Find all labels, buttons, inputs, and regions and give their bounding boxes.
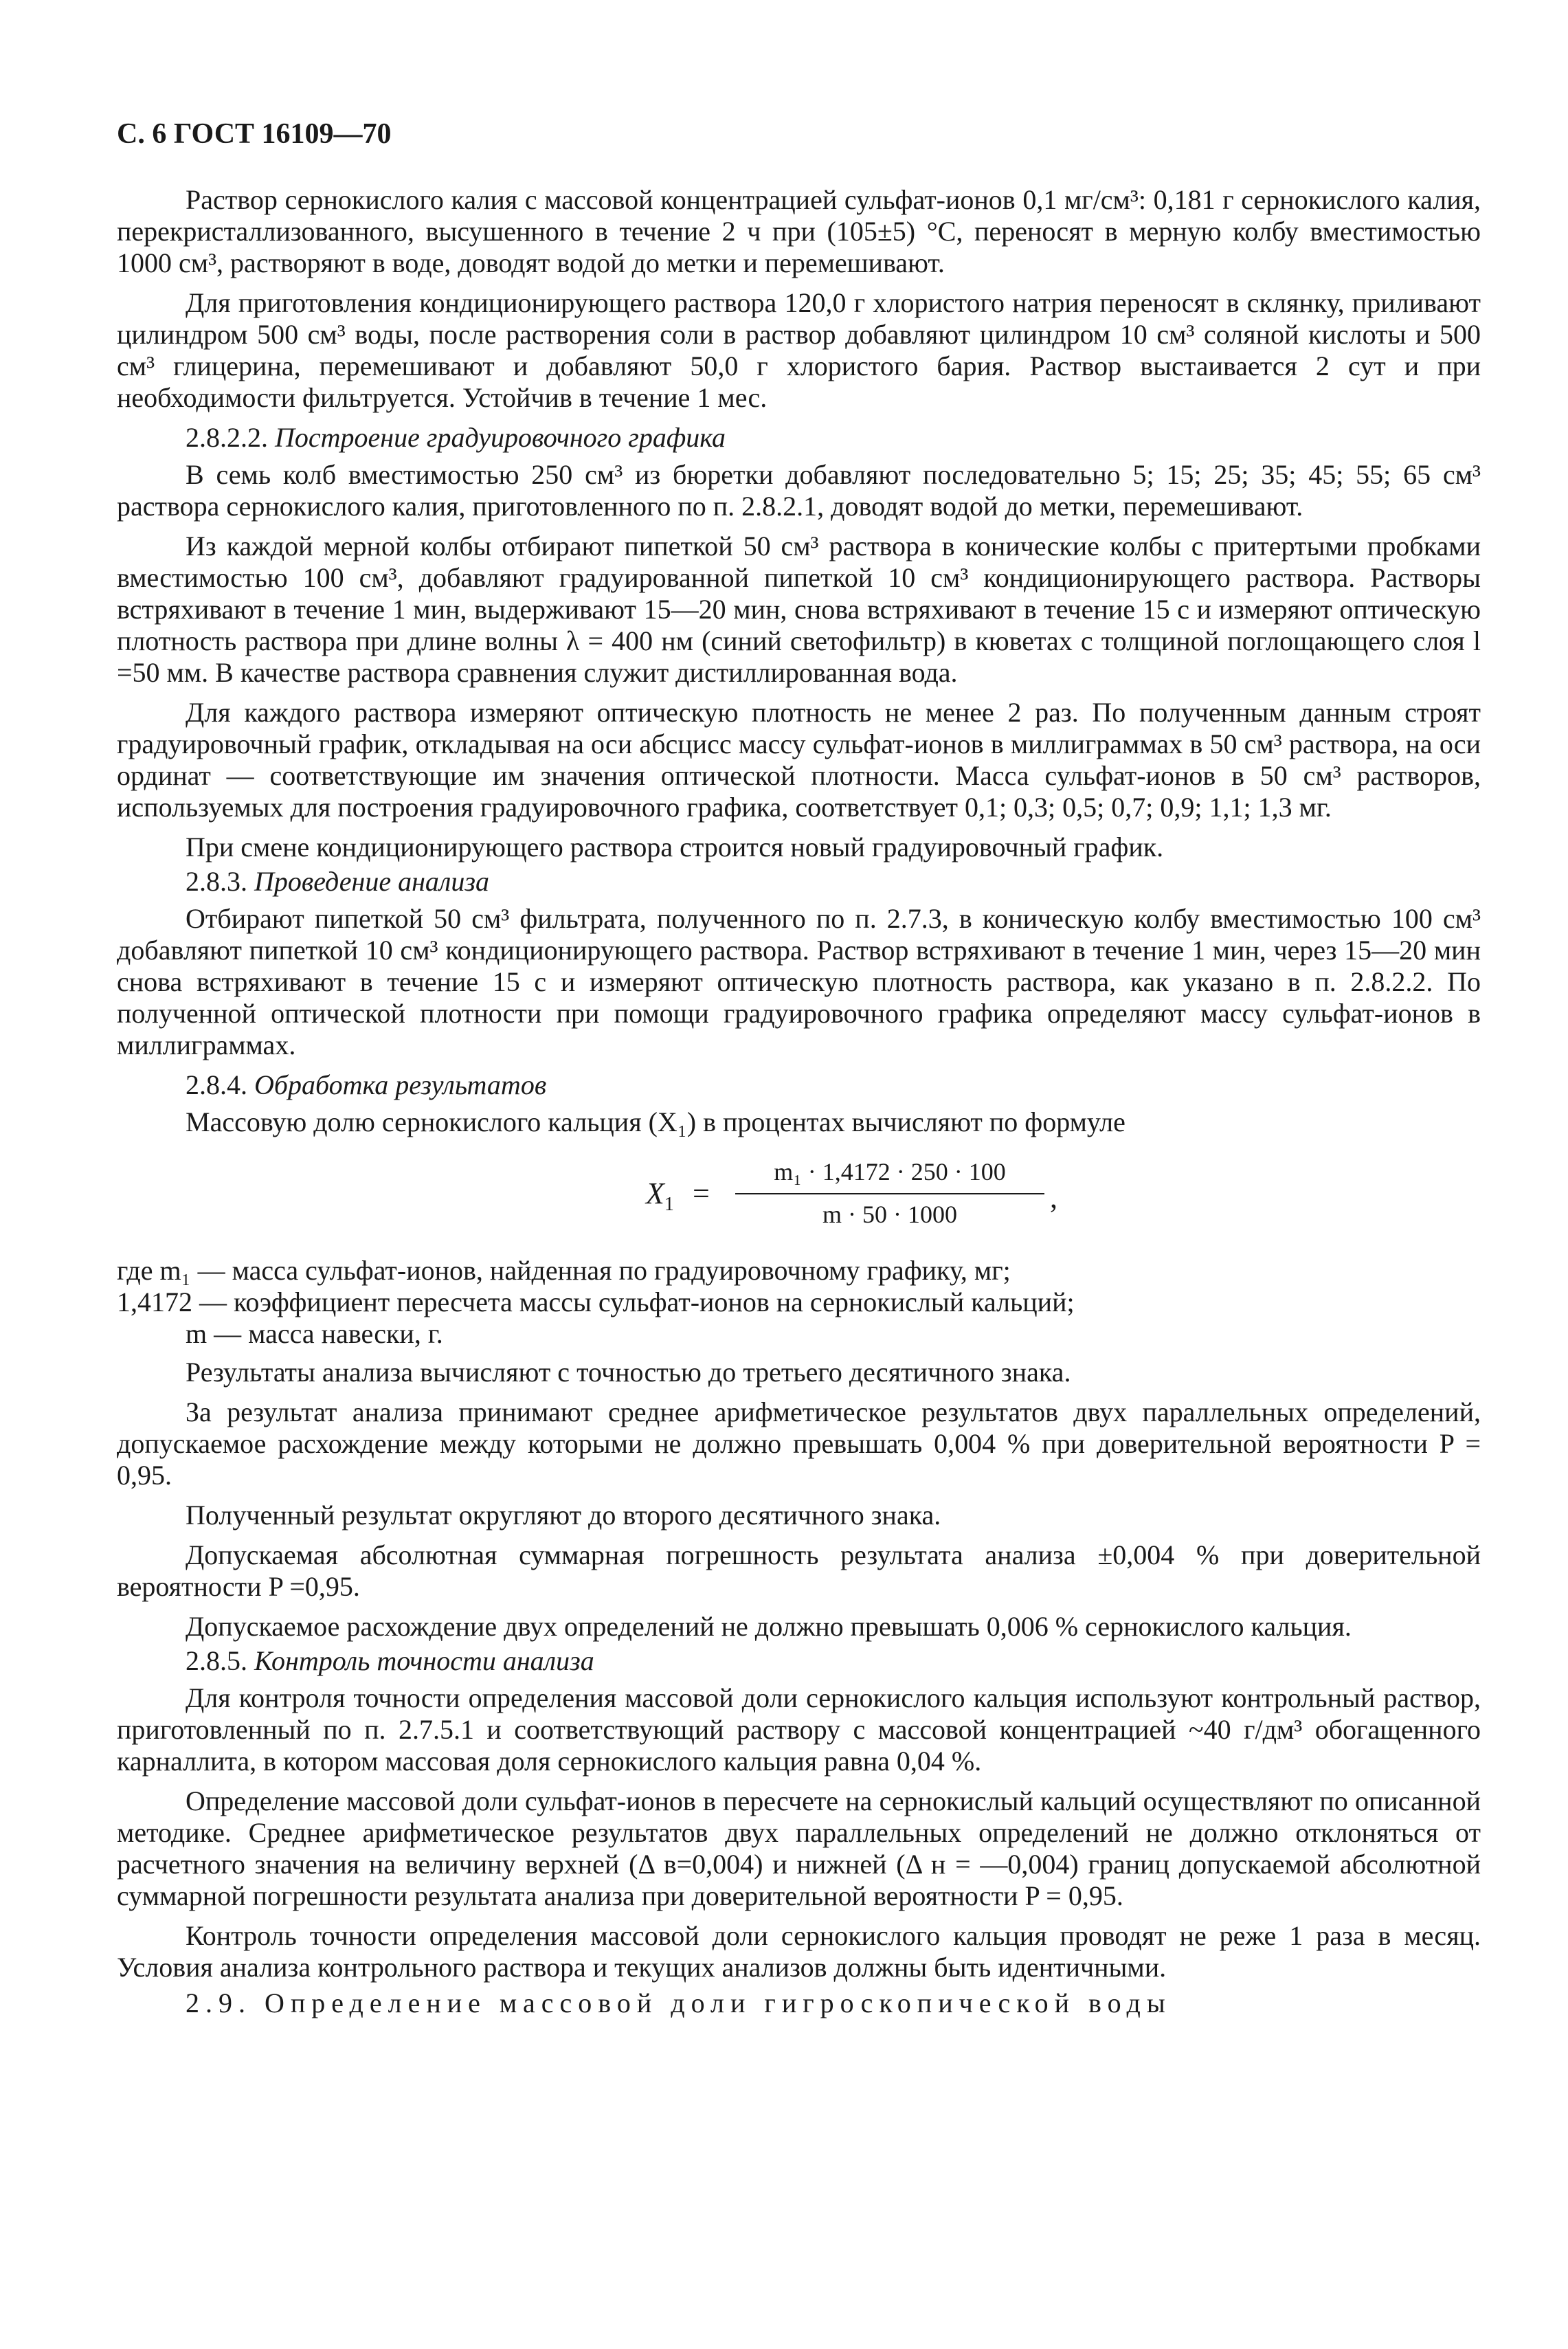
section-title: Проведение анализа	[254, 866, 489, 897]
section-title: Построение градуировочного графика	[275, 422, 726, 453]
paragraph: Допускаемое расхождение двух определений не должно превышать 0,006 % сернокислого кальция.	[186, 1611, 1352, 1642]
formula-numerator: m₁ · 1,4172 · 250 · 100	[774, 1158, 1006, 1185]
definition-item: m — масса навески, г.	[186, 1318, 443, 1349]
formula-denominator: m · 50 · 1000	[822, 1201, 957, 1228]
paragraph: За результат анализа принимают среднее арифметическое результатов двух параллельных определений, допускаемое расхождение между которыми не должно превышать 0,004 % при доверительной вероятности P = 0,95.	[117, 1396, 1481, 1491]
paragraph: Для контроля точности определения массовой доли сернокислого кальция используют контрольный раствор, приготовленный по п. 2.7.5.1 и соответствующий раствору с массовой концентрацией ~40 г/дм³ обогащенного карналлита, в котором массовая доля сернокислого кальция равна 0,04 %.	[117, 1682, 1481, 1777]
formula-definitions	[117, 1255, 1481, 1350]
section-number: 2.8.3.	[186, 866, 247, 897]
section-number: 2.8.5.	[186, 1645, 247, 1676]
formula-equals: =	[693, 1177, 710, 1210]
section-title: Обработка результатов	[254, 1069, 547, 1100]
section-heading	[117, 866, 1481, 898]
formula	[117, 1155, 1481, 1237]
section-heading	[117, 1069, 1481, 1101]
definition-item: 1,4172 — коэффициент пересчета массы сульфат-ионов на сернокислый кальций;	[117, 1287, 1075, 1317]
formula-lhs: $X_1$	[646, 1177, 674, 1215]
paragraph: Из каждой мерной колбы отбирают пипеткой 50 см³ раствора в конические колбы с притертыми пробками вместимостью 100 см³, добавляют градуированной пипеткой 10 см³ кондиционирующего раствора. Растворы встряхивают в течение 1 мин, выдерживают 15—20 мин, снова встряхивают в течение 15 с и измеряют оптическую плотность раствора при длине волны λ = 400 нм (синий светофильтр) в кюветах с толщиной поглощающего слоя l =50 мм. В качестве раствора сравнения служит дистиллированная вода.	[117, 531, 1481, 688]
paragraph: Допускаемая абсолютная суммарная погрешность результата анализа ±0,004 % при доверительной вероятности P =0,95.	[117, 1539, 1481, 1602]
section-heading	[117, 422, 1481, 454]
paragraph: Массовую долю сернокислого кальция (X₁) в процентах вычисляют по формуле	[186, 1106, 1125, 1137]
section-heading-spaced: 2.9. Определение массовой доли гигроскопической воды	[186, 1988, 1172, 2018]
paragraph: Полученный результат округляют до второго десятичного знака.	[186, 1500, 941, 1530]
definition-item: где m₁ — масса сульфат-ионов, найденная по градуировочному графику, мг;	[117, 1255, 1011, 1286]
page-header: С. 6 ГОСТ 16109—70	[117, 118, 392, 150]
section-number: 2.8.2.2.	[186, 422, 268, 453]
formula-comma: ,	[1050, 1181, 1057, 1214]
paragraph: Для приготовления кондиционирующего раствора 120,0 г хлористого натрия переносят в склянку, приливают цилиндром 500 см³ воды, после растворения соли в раствор добавляют цилиндром 10 см³ соляной кислоты и 500 см³ глицерина, перемешивают и добавляют 50,0 г хлористого бария. Раствор выстаивается 2 сут и при необходимости фильтруется. Устойчив в течение 1 мес.	[117, 287, 1481, 413]
paragraph: Результаты анализа вычисляют с точностью до третьего десятичного знака.	[186, 1357, 1071, 1388]
paragraph: Отбирают пипеткой 50 см³ фильтрата, полученного по п. 2.7.3, в коническую колбу вместимостью 100 см³ добавляют пипеткой 10 см³ кондиционирующего раствора. Раствор встряхивают в течение 1 мин, через 15—20 мин снова встряхивают в течение 15 с и измеряют оптическую плотность раствора, как указано в п. 2.8.2.2. По полученной оптической плотности при помощи градуировочного графика определяют массу сульфат-ионов в миллиграммах.	[117, 903, 1481, 1060]
paragraph: В семь колб вместимостью 250 см³ из бюретки добавляют последовательно 5; 15; 25; 35; 45; 55; 65 см³ раствора сернокислого калия, приготовленного по п. 2.8.2.1, доводят водой до метки, перемешивают.	[117, 459, 1481, 522]
formula-fraction	[735, 1155, 1044, 1232]
section-heading	[117, 1645, 1481, 1677]
paragraph: При смене кондиционирующего раствора строится новый градуировочный график.	[186, 832, 1164, 862]
paragraph: Раствор сернокислого калия с массовой концентрацией сульфат-ионов 0,1 мг/см³: 0,181 г сернокислого калия, перекристаллизованного, высушенного в течение 2 ч при (105±5) °С, переносят в мерную колбу вместимостью 1000 см³, растворяют в воде, доводят водой до метки и перемешивают.	[117, 184, 1481, 278]
fraction-bar	[735, 1193, 1044, 1194]
paragraph: Для каждого раствора измеряют оптическую плотность не менее 2 раз. По полученным данным строят градуировочный график, откладывая на оси абсцисс массу сульфат-ионов в миллиграммах в 50 см³ раствора, на оси ординат — соответствующие им значения оптической плотности. Масса сульфат-ионов в 50 см³ растворов, используемых для построения градуировочного графика, соответствует 0,1; 0,3; 0,5; 0,7; 0,9; 1,1; 1,3 мг.	[117, 697, 1481, 823]
paragraph: Определение массовой доли сульфат-ионов в пересчете на сернокислый кальций осуществляют по описанной методике. Среднее арифметическое результатов двух параллельных определений не должно отклоняться от расчетного значения на величину верхней (Δ в=0,004) и нижней (Δ н = —0,004) границ допускаемой абсолютной суммарной погрешности результата анализа при доверительной вероятности P = 0,95.	[117, 1785, 1481, 1911]
paragraph: Контроль точности определения массовой доли сернокислого кальция проводят не реже 1 раза в месяц. Условия анализа контрольного раствора и текущих анализов должны быть идентичными.	[117, 1920, 1481, 1983]
section-title: Контроль точности анализа	[254, 1645, 594, 1676]
document-page	[117, 117, 1481, 2019]
section-number: 2.8.4.	[186, 1069, 247, 1100]
